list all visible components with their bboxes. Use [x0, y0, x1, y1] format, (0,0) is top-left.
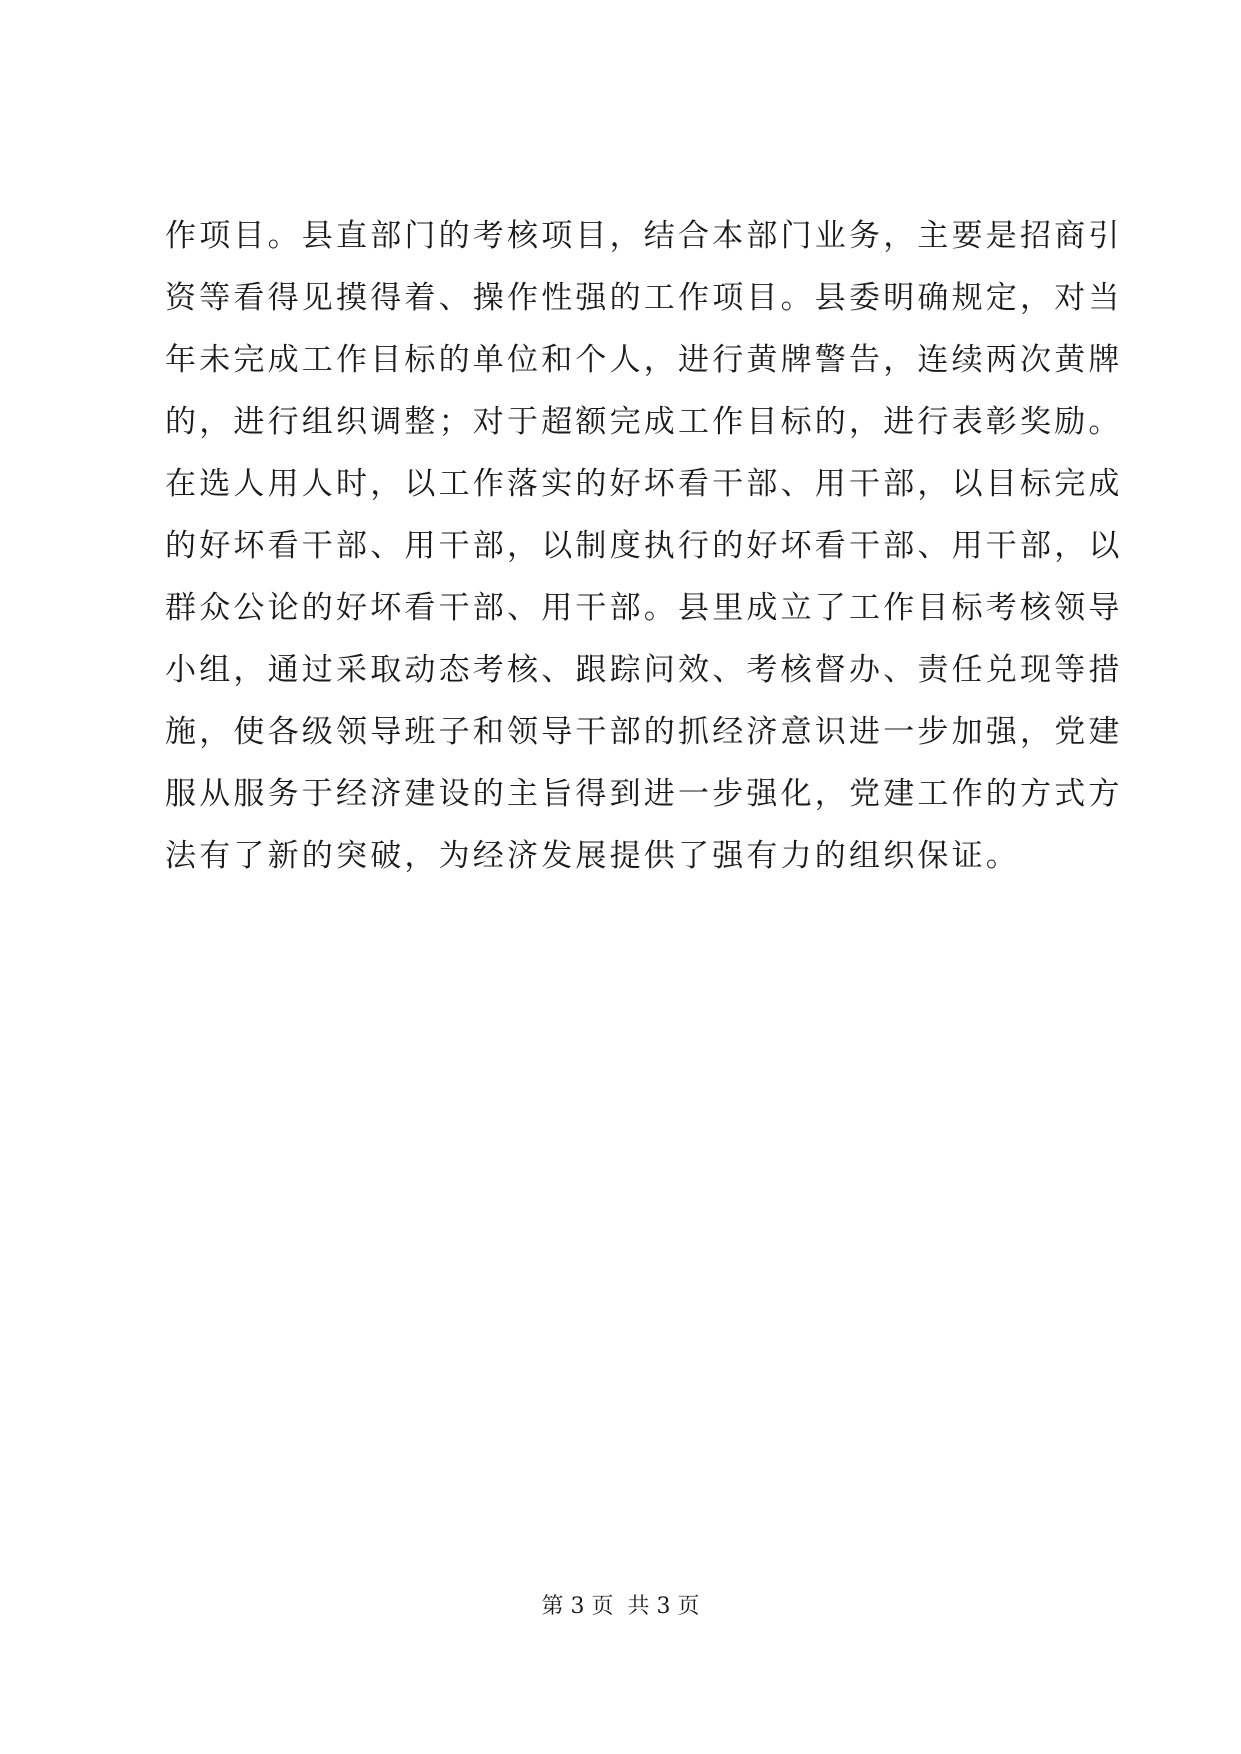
text-line: 的好坏看干部、用干部，以制度执行的好坏看干部、用干部，以: [165, 528, 1123, 564]
text-line: 年未完成工作目标的单位和个人，进行黄牌警告，连续两次黄牌: [165, 342, 1123, 378]
text-line: 资等看得见摸得着、操作性强的工作项目。县委明确规定，对当: [165, 280, 1123, 316]
body-paragraph: [165, 205, 1123, 887]
text-line: 小组，通过采取动态考核、跟踪问效、考核督办、责任兑现等措: [165, 652, 1123, 688]
text-line: 在选人用人时，以工作落实的好坏看干部、用干部，以目标完成: [165, 466, 1123, 502]
page-footer: [0, 1592, 1241, 1622]
page-number-total: 共 3 页: [627, 1594, 700, 1619]
text-line: 作项目。县直部门的考核项目，结合本部门业务，主要是招商引: [165, 218, 1123, 254]
page-number-current: 第 3 页: [541, 1594, 614, 1619]
text-line: 法有了新的突破，为经济发展提供了强有力的组织保证。: [165, 838, 1020, 874]
text-line: 服从服务于经济建设的主旨得到进一步强化，党建工作的方式方: [165, 776, 1123, 812]
text-line: 群众公论的好坏看干部、用干部。县里成立了工作目标考核领导: [165, 590, 1123, 626]
text-line: 的，进行组织调整；对于超额完成工作目标的，进行表彰奖励。: [165, 404, 1123, 440]
text-line: 施，使各级领导班子和领导干部的抓经济意识进一步加强，党建: [165, 714, 1123, 750]
